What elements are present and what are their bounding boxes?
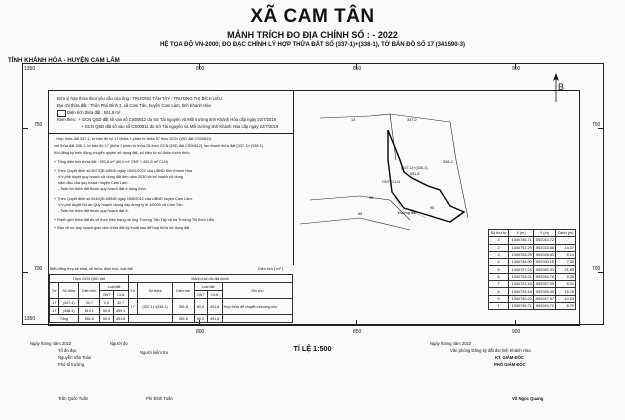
col-header: Ghi chú: [222, 283, 292, 299]
col-header: Số thửa: [59, 283, 79, 299]
table-row: [489, 237, 576, 244]
map-label: 65: [358, 212, 363, 216]
table-cell: 32,7: [79, 299, 100, 307]
map-label: 96: [369, 196, 374, 200]
coordinate-system-line: HỆ TỌA ĐỘ VN-2000; ĐO ĐẠC CHỈNH LÝ HỢP THỬA ĐẤT SỐ (337-1)+(338-1), TỜ BẢN ĐỒ SỐ 17 (341590-3): [160, 42, 465, 48]
table-cell: 5.35: [555, 273, 575, 280]
table-cell: 7: [489, 281, 509, 288]
checker-title: Người kiểm tra: [140, 350, 168, 355]
table-row: [489, 281, 576, 288]
signer-name-2: Phí Đình Tuấn: [146, 396, 173, 401]
north-label: B: [558, 82, 565, 92]
grid-tick: [356, 63, 357, 69]
table-cell: 17: [50, 299, 59, 307]
office-sub: KT. GIÁM ĐỐC: [495, 355, 524, 360]
table-cell: 16.76: [555, 288, 575, 295]
note-line: Khi đăng ký biến động chuyển quyền sử dụng đất, số hiệu tờ số thửa chính thức.: [54, 151, 191, 155]
table-cell: 17: [50, 307, 59, 315]
coord-header: Cạnh (m): [555, 230, 575, 237]
note-line: + Theo Quyết định số 816/QĐ-UBND ngày 15/8/2012 của UBND huyện Cam Lâm.: [54, 197, 193, 201]
table-cell: 1340740.20: [509, 295, 533, 302]
table-cell: 592037.09: [533, 281, 555, 288]
coord-header: Số thứ tự: [489, 230, 509, 237]
head-title: Phó tổ trưởng: [58, 362, 85, 367]
note-line: V/v phê duyệt Đồ án Quy hoạch chung xây dựng tỷ lệ 1/5000 xã Cam Tân.: [58, 203, 184, 207]
grid-tick: [356, 320, 357, 326]
grid-label-bottom-850: 850: [353, 329, 362, 335]
table-cell: 4: [489, 259, 509, 266]
grid-tick: [22, 128, 28, 129]
address-line: Địa chỉ thửa đất : Thôn Phú Bình 2, xã Cam Tân, huyện Cam Lâm, tỉnh Khánh Hòa: [57, 103, 211, 108]
col-header: Loại đất: [100, 283, 128, 291]
grid-tick: [22, 272, 28, 273]
grid-label-top-800: 800: [196, 66, 205, 72]
note-line: V/v phê duyệt quy hoạch sử dụng đất đến năm 2030 và kế hoạch sử dụng: [58, 175, 183, 179]
coordinate-table: [488, 229, 576, 310]
table-cell: 3: [489, 251, 509, 258]
sub-header: ONT: [100, 291, 113, 299]
table-cell: 592023.66: [533, 244, 555, 251]
table-cell: 5: [489, 266, 509, 273]
table-cell: 1340727.24: [509, 266, 533, 273]
measurer-name: Nguyễn Văn Toàn: [58, 355, 92, 360]
table-cell: 592040.33: [533, 266, 555, 273]
left-role: Người đo: [110, 341, 128, 346]
signer-name-1: Trần Quốc Tuấn: [58, 396, 89, 401]
table-cell: 32,7: [113, 299, 128, 307]
col-header: Tờ: [50, 283, 59, 299]
note-line: với thửa đất 338-1, tờ bản đồ 17 (thửa 1 phần từ thửa 25 theo GCN QSD đất CS00812), tạo thành thửa đất (337-1)+(338-1): [54, 144, 264, 148]
parcel-use-label: ONT+CLN: [382, 180, 400, 184]
total-cell: 60,0: [100, 315, 113, 323]
table-cell: 592028.81: [533, 251, 555, 258]
table-cell: 1340753.29: [509, 251, 533, 258]
table-cell: 519,1: [79, 307, 100, 315]
parcel-area-label: 551,8: [410, 172, 420, 176]
total-cell: 491,8: [207, 315, 222, 323]
grid-tick: [598, 128, 604, 129]
col-header: Loại đất: [194, 283, 222, 291]
province-district: TỈNH KHÁNH HÒA - HUYỆN CAM LÂM: [8, 57, 120, 64]
table-cell: 10.53: [555, 295, 575, 302]
grid-label-right-700: 700: [592, 266, 601, 272]
grid-label-top-left: 1350: [24, 66, 36, 72]
table-cell: 1340745.71: [509, 237, 533, 244]
table-row: [489, 288, 576, 295]
attachment-line-1: Kèm theo : + GCN QSD đất số vào sổ CS00812 do Sở Tài nguyên và Môi trường tỉnh Khánh Hòa cấp ngày 22/7/2019: [57, 117, 277, 122]
table-cell: 6: [489, 273, 509, 280]
note-line: + Tổng diện tích thửa đất : 551,8 m² (60,0 m² ONT + 491,8 m² CLN): [54, 160, 169, 164]
grid-label-right-750: 750: [592, 122, 601, 128]
divider: [293, 90, 294, 265]
table-cell: 8.31: [555, 281, 575, 288]
total-cell: 551,8: [173, 315, 194, 323]
table-cell: 8: [489, 288, 509, 295]
coord-header: Y (m): [533, 230, 555, 237]
table-cell: 14.37: [555, 244, 575, 251]
table-cell: 1: [489, 302, 509, 309]
table-cell: 592010.72: [533, 302, 555, 309]
grid-label-bottom-800: 800: [196, 329, 205, 335]
grid-tick: [515, 320, 516, 326]
sub-header: CLN: [113, 291, 128, 299]
map-scale: TỈ LỆ 1:500: [293, 344, 332, 353]
table-row: [489, 273, 576, 280]
map-label: 95: [430, 206, 435, 210]
table-row: [489, 251, 576, 258]
signer-name-3: Võ Ngọc Quang: [512, 396, 544, 401]
parcel-number-label: (337-1)+(338-1): [401, 166, 428, 170]
grid-label-left-700: 700: [34, 266, 43, 272]
date-right: Ngày tháng năm 2022: [430, 341, 472, 346]
table-row: [489, 244, 576, 251]
measurer-title: Tổ đo đạc: [58, 348, 77, 353]
table-cell: 21.85: [555, 266, 575, 273]
map-label: 338-2: [443, 160, 453, 164]
table-cell: 5.14: [555, 251, 575, 258]
grid-label-top-850: 850: [353, 66, 362, 72]
attachment-line-2: + GCN QSD đất số vào sổ CS00811 do Sở Tài nguyên và Môi trường tỉnh Khánh Hòa cấp ngày 22/7/2019: [81, 124, 279, 129]
note-line: năm đầu của quy hoạch huyện Cam Lâm.: [58, 181, 129, 185]
table-cell: 551,8: [173, 299, 194, 315]
table-cell: 1340733.18: [509, 288, 533, 295]
map-label: 337-2: [407, 118, 417, 122]
table-cell: 8.79: [555, 302, 575, 309]
total-cell: [222, 315, 292, 323]
total-cell: 551,8: [79, 315, 100, 323]
table-cell: 592030.15: [533, 259, 555, 266]
table-cell: 7.00: [555, 259, 575, 266]
table-row: [489, 295, 576, 302]
note-line: - Toàn bộ thửa đất thuộc quy hoạch đất ở nông thôn.: [58, 187, 147, 191]
note-line: - Toàn bộ thửa đất thuộc quy hoạch đất ở.: [58, 209, 129, 213]
grid-label-bottom-left: 1350: [24, 316, 36, 322]
sub-header: CLN: [207, 291, 222, 299]
table-cell: 592044.78: [533, 273, 555, 280]
total-cell: [128, 315, 173, 323]
table-cell: 491,8: [207, 299, 222, 315]
road-label: Đường đất: [398, 211, 417, 215]
area-table-caption: Biểu tổng hợp kê khai, sổ thửa, diện tích, loại đất: [50, 267, 133, 271]
date-left: Ngày tháng năm 2022: [30, 341, 72, 346]
total-cell: 491,8: [113, 315, 128, 323]
table-cell: [555, 237, 575, 244]
table-cell: 1340724.21: [509, 273, 533, 280]
office-role: PHÓ GIÁM ĐỐC: [494, 362, 526, 367]
area-line: Diện tích thửa đất : 551,8 m²: [67, 110, 121, 115]
sub-header: ONT: [194, 291, 207, 299]
document-subtitle: MẢNH TRÍCH ĐO ĐỊA CHÍNH SỐ : - 2022: [227, 30, 398, 40]
grid-label-bottom-900: 900: [512, 329, 521, 335]
area-table-unit: Diện tích ( m² ): [258, 267, 284, 271]
map-label: 13: [351, 118, 356, 122]
grid-label-left-750: 750: [34, 122, 43, 128]
col-header: Tờ: [128, 283, 137, 299]
table-cell: 592010.72: [533, 237, 555, 244]
office-title: Văn phòng Đăng ký đất đai tỉnh Khánh Hòa: [450, 348, 531, 353]
total-cell: Tổng: [50, 315, 79, 323]
grid-tick: [598, 272, 604, 273]
divider: [48, 133, 293, 134]
table-cell: (338-1): [59, 307, 79, 315]
col-header: Diện tích: [79, 283, 100, 299]
table-row: [489, 266, 576, 273]
table-row: [489, 302, 576, 309]
table-cell: 17: [128, 299, 137, 315]
commune-title: XÃ CAM TÂN: [250, 6, 375, 27]
total-cell: 60,0: [194, 315, 207, 323]
table-cell: 1: [489, 237, 509, 244]
table-cell: (337-1): [59, 299, 79, 307]
note-line: + Bản vẽ sơ duy hoạch giao dịch thửa đất kỹ thuật sau để hợp thửa sử dụng đất.: [54, 226, 191, 230]
col-header: Số thửa: [137, 283, 172, 299]
owner-line: Đơn vị hợp thửa theo yêu cầu của ông : TRƯƠNG TẤN TÂY - TRƯƠNG THỊ BÍCH LIỄU: [57, 96, 223, 101]
area-box: [57, 110, 66, 117]
note-line: + Theo Quyết định số 507/QĐ-UBND ngày 15/02/2022 của UBND tỉnh Khánh Hòa: [54, 169, 193, 173]
table-row: [489, 259, 576, 266]
table-cell: Hợp thửa để chuyển nhượng cho: [222, 299, 292, 315]
table-cell: 2: [489, 244, 509, 251]
table-cell: 1340721.15: [509, 281, 533, 288]
col-header: Diện tích: [173, 283, 194, 299]
table-cell: 0,0: [100, 299, 113, 307]
note-line: - Hợp thửa đất 337-1, tờ bản đồ số 17 (thửa 1 phần từ thửa 57 theo GCN QSD đất CS00811): [54, 137, 212, 141]
grid-tick: [515, 63, 516, 69]
area-summary-table: [49, 274, 293, 323]
parcel-map: [300, 100, 500, 240]
note-line: + Ranh giới thửa đất đo vẽ theo hiện trạng do ông Trương Tấn Tây và bà Trương Thị Bích Liễu.: [54, 218, 216, 222]
table-cell: 459,1: [113, 307, 128, 315]
table-cell: 60,0: [194, 299, 207, 315]
table-cell: 9: [489, 295, 509, 302]
table-cell: 1340748.90: [509, 259, 533, 266]
table-cell: 1340745.71: [509, 302, 533, 309]
group-header-after: Mảnh trích đo địa chính: [128, 275, 292, 283]
table-cell: 60,0: [100, 307, 113, 315]
table-cell: 592017.57: [533, 295, 555, 302]
group-header-before: Theo GCN QSD đất: [50, 275, 129, 283]
grid-label-top-900: 900: [512, 66, 521, 72]
table-cell: (337-1)+(338-1): [137, 299, 172, 315]
coord-header: X (m): [509, 230, 533, 237]
table-cell: 592025.40: [533, 288, 555, 295]
grid-tick: [199, 63, 200, 69]
table-cell: 1340751.29: [509, 244, 533, 251]
